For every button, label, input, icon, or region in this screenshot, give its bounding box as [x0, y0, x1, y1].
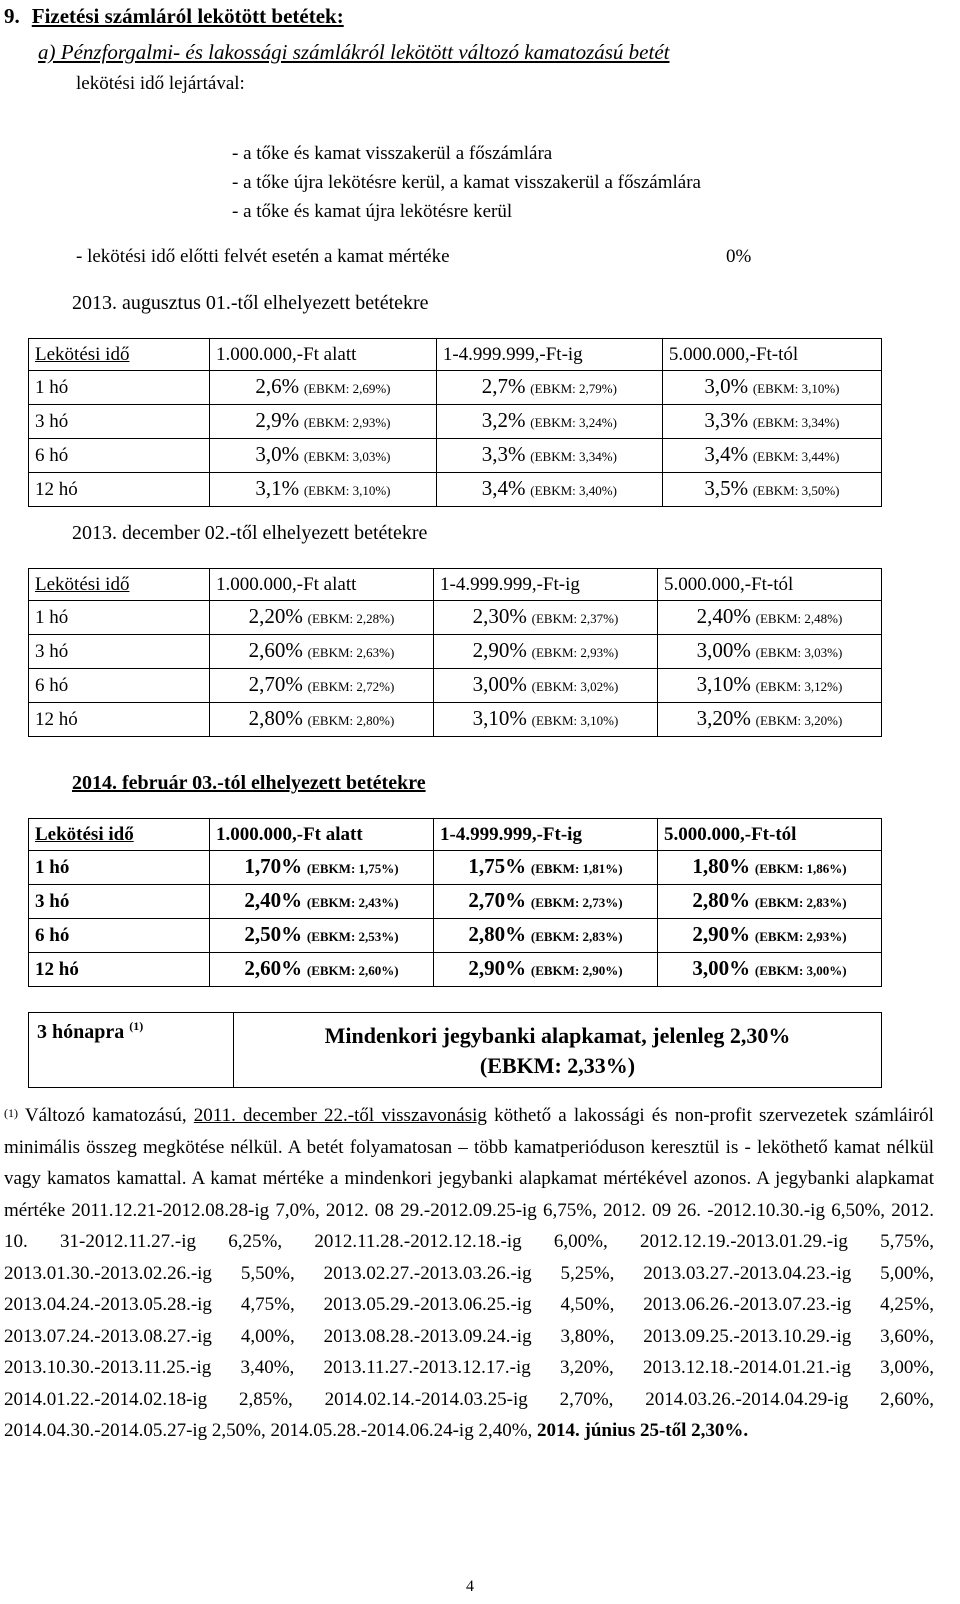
rate-cell: 2,70% (EBKM: 2,72%)	[210, 669, 434, 703]
table-row	[29, 405, 882, 439]
rate-cell: 3,4% (EBKM: 3,40%)	[436, 473, 662, 507]
table-row	[29, 885, 882, 919]
column-header: 1.000.000,-Ft alatt	[210, 819, 434, 851]
rate-cell: 2,9% (EBKM: 2,93%)	[210, 405, 437, 439]
rate-cell: 3,10% (EBKM: 3,10%)	[434, 703, 658, 737]
period-cell: 12 hó	[29, 953, 210, 987]
footnote-marker: (1)	[4, 1106, 18, 1120]
column-header: 5.000.000,-Ft-tól	[662, 339, 881, 371]
table-row	[29, 851, 882, 885]
rate-cell: 3,4% (EBKM: 3,44%)	[662, 439, 881, 473]
column-header: 1-4.999.999,-Ft-ig	[436, 339, 662, 371]
period-cell: 1 hó	[29, 371, 210, 405]
period-cell: 12 hó	[29, 473, 210, 507]
table-header-row	[29, 339, 882, 371]
period-cell: 6 hó	[29, 669, 210, 703]
rate-cell: 2,40% (EBKM: 2,43%)	[210, 885, 434, 919]
column-header: 1.000.000,-Ft alatt	[210, 569, 434, 601]
rate-cell: 2,90% (EBKM: 2,93%)	[434, 635, 658, 669]
section-title: Fizetési számláról lekötött betétek:	[31, 4, 344, 28]
rate-cell: 3,0% (EBKM: 3,10%)	[662, 371, 881, 405]
section-number: 9.	[4, 4, 20, 28]
option-item: - a tőke és kamat visszakerül a főszámlára	[232, 143, 553, 164]
rate-cell: 2,90% (EBKM: 2,90%)	[434, 953, 658, 987]
table-row	[29, 439, 882, 473]
rate-cell: 1,80% (EBKM: 1,86%)	[658, 851, 882, 885]
three-month-rate	[234, 1012, 882, 1088]
rate-table-title: 2013. augusztus 01.-től elhelyezett betétekre	[72, 292, 429, 314]
rate-cell: 3,3% (EBKM: 3,34%)	[436, 439, 662, 473]
rate-cell: 1,70% (EBKM: 1,75%)	[210, 851, 434, 885]
table-row	[29, 669, 882, 703]
rate-cell: 2,60% (EBKM: 2,60%)	[210, 953, 434, 987]
column-header: 5.000.000,-Ft-tól	[658, 819, 882, 851]
rate-cell: 2,90% (EBKM: 2,93%)	[658, 919, 882, 953]
rate-cell: 2,70% (EBKM: 2,73%)	[434, 885, 658, 919]
rate-cell: 2,6% (EBKM: 2,69%)	[210, 371, 437, 405]
period-cell: 3 hó	[29, 635, 210, 669]
subheading: a) Pénzforgalmi- és lakossági számlákról lekötött változó kamatozású betét	[38, 40, 670, 64]
column-header: Lekötési idő	[35, 823, 134, 845]
column-header: Lekötési idő	[35, 573, 130, 595]
rate-cell: 3,2% (EBKM: 3,24%)	[436, 405, 662, 439]
table-row	[29, 953, 882, 987]
footnote-text: $^{(1)}$ Változó kamatozású, 2011. december 22.-től visszavonásig köthető a lakossági és non-profit szervezetek számláiról minimális összeg megkötése nélkül. A betét folyamatosan – több kamatperióduson keresztül is - leköthető kamat nélkül vagy kamatos kamattal. A kamat mértéke a mindenkori jegybanki alapkamat mértékével azonos. A jegybanki alapkamat mértéke 2011.12.21-2012.08.28-ig 7,0%, 2012. 08 29.-2012.09.25-ig 6,75%, 2012. 09 26. -2012.10.30.-ig 6,50%, 2012. 10. 31-2012.11.27.-ig 6,25%, 2012.11.28.-2012.12.18.-ig 6,00%, 2012.12.19.-2013.01.29.-ig 5,75%, 2013.01.30.-2013.02.26.-ig 5,50%, 2013.02.27.-2013.03.26.-ig 5,25%, 2013.03.27.-2013.04.23.-ig 5,00%, 2013.04.24.-2013.05.28.-ig 4,75%, 2013.05.29.-2013.06.25.-ig 4,50%, 2013.06.26.-2013.07.23.-ig 4,25%, 2013.07.24.-2013.08.27.-ig 4,00%, 2013.08.28.-2013.09.24.-ig 3,80%, 2013.09.25.-2013.10.29.-ig 3,60%, 2013.10.30.-2013.11.25.-ig 3,40%, 2013.11.27.-2013.12.17.-ig 3,20%, 2013.12.18.-2014.01.21.-ig 3,00%, 2014.01.22.-2014.02.18-ig 2,85%, 2014.02.14.-2014.03.25-ig 2,70%, 2014.03.26.-2014.04.29-ig 2,60%, 2014.04.30.-2014.05.27-ig 2,50%, 2014.05.28.-2014.06.24-ig 2,40%, 2014. június 25-től 2,30%.	[4, 1105, 934, 1441]
rate-cell: 3,3% (EBKM: 3,34%)	[662, 405, 881, 439]
maturity-label: lekötési idő lejártával:	[76, 73, 245, 94]
three-month-label: 3 hónapra $^{(1)}$	[28, 1012, 234, 1088]
rate-cell: 2,80% (EBKM: 2,83%)	[434, 919, 658, 953]
column-header: 5.000.000,-Ft-tól	[658, 569, 882, 601]
column-header: 1-4.999.999,-Ft-ig	[434, 819, 658, 851]
rate-table-title: 2014. február 03.-tól elhelyezett betétekre	[72, 772, 426, 794]
period-cell: 1 hó	[29, 601, 210, 635]
rate-table	[28, 568, 882, 737]
table-row	[29, 635, 882, 669]
section-heading	[4, 4, 344, 29]
table-header-row	[29, 569, 882, 601]
period-cell: 3 hó	[29, 405, 210, 439]
rate-cell: 2,40% (EBKM: 2,48%)	[658, 601, 882, 635]
rate-cell: 2,30% (EBKM: 2,37%)	[434, 601, 658, 635]
rate-cell: 2,80% (EBKM: 2,80%)	[210, 703, 434, 737]
three-month-ebkm-line: (EBKM: 2,33%)	[479, 1053, 636, 1078]
rate-cell: 3,00% (EBKM: 3,00%)	[658, 953, 882, 987]
rate-cell: 3,10% (EBKM: 3,12%)	[658, 669, 882, 703]
early-withdrawal-rate: 0%	[726, 246, 752, 267]
period-cell: 3 hó	[29, 885, 210, 919]
option-item: - a tőke újra lekötésre kerül, a kamat visszakerül a főszámlára	[232, 172, 701, 193]
table-header-row	[29, 819, 882, 851]
rate-cell: 3,20% (EBKM: 3,20%)	[658, 703, 882, 737]
rate-table-title: 2013. december 02.-től elhelyezett betétekre	[72, 522, 428, 544]
table-row	[29, 601, 882, 635]
period-cell: 6 hó	[29, 919, 210, 953]
rate-table	[28, 338, 882, 507]
period-cell: 6 hó	[29, 439, 210, 473]
rate-cell: 2,20% (EBKM: 2,28%)	[210, 601, 434, 635]
rate-cell: 1,75% (EBKM: 1,81%)	[434, 851, 658, 885]
footnote-marker: (1)	[129, 1019, 144, 1033]
option-item: - a tőke és kamat újra lekötésre kerül	[232, 201, 513, 222]
rate-cell: 3,00% (EBKM: 3,03%)	[658, 635, 882, 669]
rate-cell: 2,60% (EBKM: 2,63%)	[210, 635, 434, 669]
column-header: 1.000.000,-Ft alatt	[210, 339, 437, 371]
column-header: Lekötési idő	[35, 343, 130, 365]
column-header: 1-4.999.999,-Ft-ig	[434, 569, 658, 601]
table-row	[29, 473, 882, 507]
rate-cell: 3,0% (EBKM: 3,03%)	[210, 439, 437, 473]
three-month-rate-line: Mindenkori jegybanki alapkamat, jelenleg 2,30%	[324, 1023, 791, 1048]
page-number: 4	[466, 1578, 474, 1595]
rate-cell: 2,7% (EBKM: 2,79%)	[436, 371, 662, 405]
rate-cell: 3,5% (EBKM: 3,50%)	[662, 473, 881, 507]
period-cell: 1 hó	[29, 851, 210, 885]
early-withdrawal-text: - lekötési idő előtti felvét esetén a kamat mértéke	[76, 246, 450, 267]
early-withdrawal-rule	[76, 246, 752, 268]
rate-cell: 2,80% (EBKM: 2,83%)	[658, 885, 882, 919]
period-cell: 12 hó	[29, 703, 210, 737]
table-row	[29, 919, 882, 953]
rate-table	[28, 818, 882, 987]
rate-cell: 3,00% (EBKM: 3,02%)	[434, 669, 658, 703]
rate-cell: 3,1% (EBKM: 3,10%)	[210, 473, 437, 507]
table-row	[29, 371, 882, 405]
table-row	[29, 703, 882, 737]
rate-cell: 2,50% (EBKM: 2,53%)	[210, 919, 434, 953]
